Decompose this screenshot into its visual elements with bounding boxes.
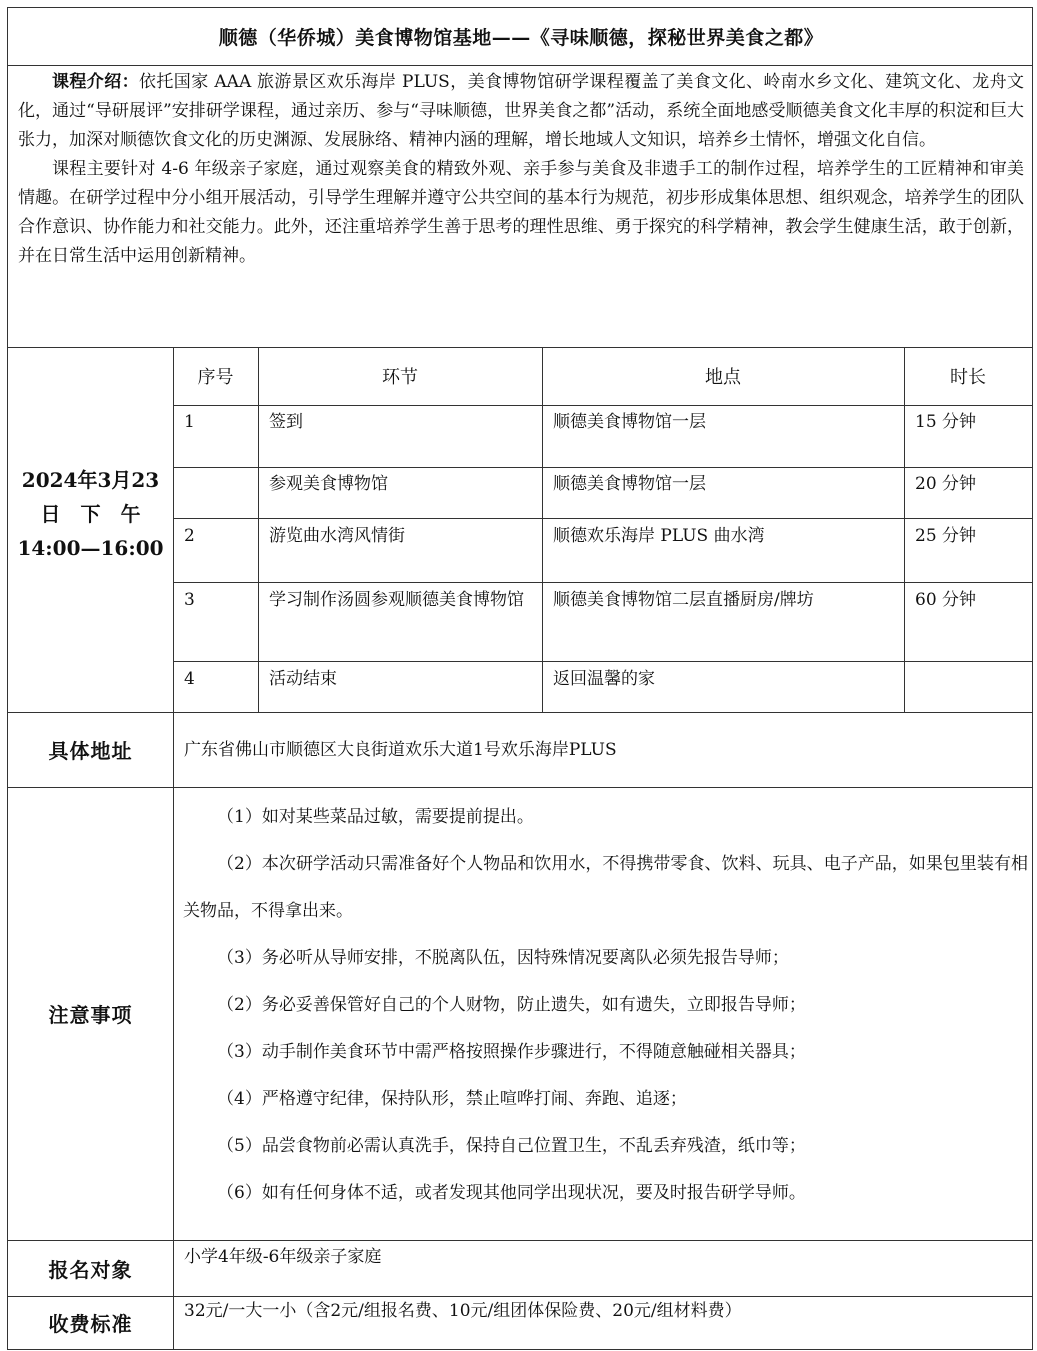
row-4-place: 顺德美食博物馆二层直播厨房/牌坊 xyxy=(553,590,814,610)
note-item: （1）如对某些菜品过敏，需要提前提出。 xyxy=(217,807,534,827)
note-item: （5）品尝食物前必需认真洗手，保持自己位置卫生，不乱丢弃残渣，纸巾等； xyxy=(217,1136,806,1156)
document-title: 顺德（华侨城）美食博物馆基地——《寻味顺德，探秘世界美食之都》 xyxy=(218,27,824,49)
course-introduction xyxy=(18,68,1024,271)
course-sheet xyxy=(7,7,1033,1350)
note-item: （2）本次研学活动只需准备好个人物品和饮用水，不得携带零食、饮料、玩具、电子产品，如果包里装有相关物品，不得拿出来。 xyxy=(183,854,1028,921)
row-2-duration: 20 分钟 xyxy=(915,474,977,494)
date-line-3: 14:00—16:00 xyxy=(17,536,164,560)
row-4-duration: 60 分钟 xyxy=(915,590,977,610)
row-5-place: 返回温馨的家 xyxy=(553,669,655,689)
address-label: 具体地址 xyxy=(48,739,133,763)
note-item: （6）如有任何身体不适，或者发现其他同学出现状况，要及时报告研学导师。 xyxy=(217,1183,806,1203)
row-2-place: 顺德美食博物馆一层 xyxy=(553,474,706,494)
note-item: （3）务必听从导师安排，不脱离队伍，因特殊情况要离队必须先报告导师； xyxy=(217,948,789,968)
intro-label: 课程介绍： xyxy=(52,72,139,92)
intro-paragraph-2: 课程主要针对 4-6 年级亲子家庭，通过观察美食的精致外观、亲手参与美食及非遗手工的制作过程，培养学生的工匠精神和审美情趣。在研学过程中分小组开展活动，引导学生理解并遵守公共空间的基本行为规范，初步形成集体思想、组织观念，培养学生的团队合作意识、协作能力和社交能力。此外，还注重培养学生善于思考的理性思维、勇于探究的科学精神，教会学生健康生活，敢于创新，并在日常生活中运用创新精神。 xyxy=(18,159,1024,266)
header-duration: 时长 xyxy=(950,367,986,388)
row-1-no: 1 xyxy=(184,412,195,432)
intro-text-1: 依托国家 AAA 旅游景区欢乐海岸 PLUS，美食博物馆研学课程覆盖了美食文化、岭南水乡文化、建筑文化、龙舟文化，通过“导研展评”安排研学课程，通过亲历、参与“寻味顺德，世界美食之都”活动，系统全面地感受顺德美食文化丰厚的积淀和巨大张力，加深对顺德饮食文化的历史渊源、发展脉络、精神内涵的理解，增长地域人文知识，培养乡土情怀，增强文化自信。 xyxy=(18,72,1024,150)
audience-value: 小学4年级-6年级亲子家庭 xyxy=(184,1247,382,1267)
intro-paragraph-1 xyxy=(18,68,1024,155)
date-line-2: 日 下 午 xyxy=(40,502,141,526)
date-line-1: 2024年3月23 xyxy=(21,468,160,492)
row-5-no: 4 xyxy=(184,669,195,689)
schedule-date xyxy=(8,463,173,565)
row-4-no: 3 xyxy=(184,590,195,610)
note-item: （3）动手制作美食环节中需严格按照操作步骤进行，不得随意触碰相关器具； xyxy=(217,1042,806,1062)
row-1-place: 顺德美食博物馆一层 xyxy=(553,412,706,432)
rule-label-column xyxy=(173,347,174,1349)
row-1-duration: 15 分钟 xyxy=(915,412,977,432)
row-1-item: 签到 xyxy=(269,412,303,432)
header-item: 环节 xyxy=(382,367,418,388)
row-3-duration: 25 分钟 xyxy=(915,526,977,546)
row-4-item: 学习制作汤圆参观顺德美食博物馆 xyxy=(269,590,524,610)
fee-value: 32元/一大一小（含2元/组报名费、10元/组团体保险费、20元/组材料费） xyxy=(184,1301,742,1321)
note-item: （4）严格遵守纪律，保持队形，禁止喧哗打闹、奔跑、追逐； xyxy=(217,1089,687,1109)
fee-label: 收费标准 xyxy=(48,1312,133,1336)
row-2-item: 参观美食博物馆 xyxy=(269,474,388,494)
row-5-item: 活动结束 xyxy=(269,669,337,689)
row-3-item: 游览曲水湾风情街 xyxy=(269,526,405,546)
address-value: 广东省佛山市顺德区大良街道欢乐大道1号欢乐海岸PLUS xyxy=(184,740,617,760)
header-no: 序号 xyxy=(197,367,234,388)
audience-label: 报名对象 xyxy=(48,1257,133,1282)
header-place: 地点 xyxy=(705,367,741,388)
note-item: （2）务必妥善保管好自己的个人财物，防止遗失，如有遗失，立即报告导师； xyxy=(217,995,806,1015)
notes-list xyxy=(183,794,1028,1217)
rule-title xyxy=(8,65,1032,66)
row-3-place: 顺德欢乐海岸 PLUS 曲水湾 xyxy=(553,526,765,546)
row-3-no: 2 xyxy=(184,526,195,546)
notes-label: 注意事项 xyxy=(48,1003,133,1027)
